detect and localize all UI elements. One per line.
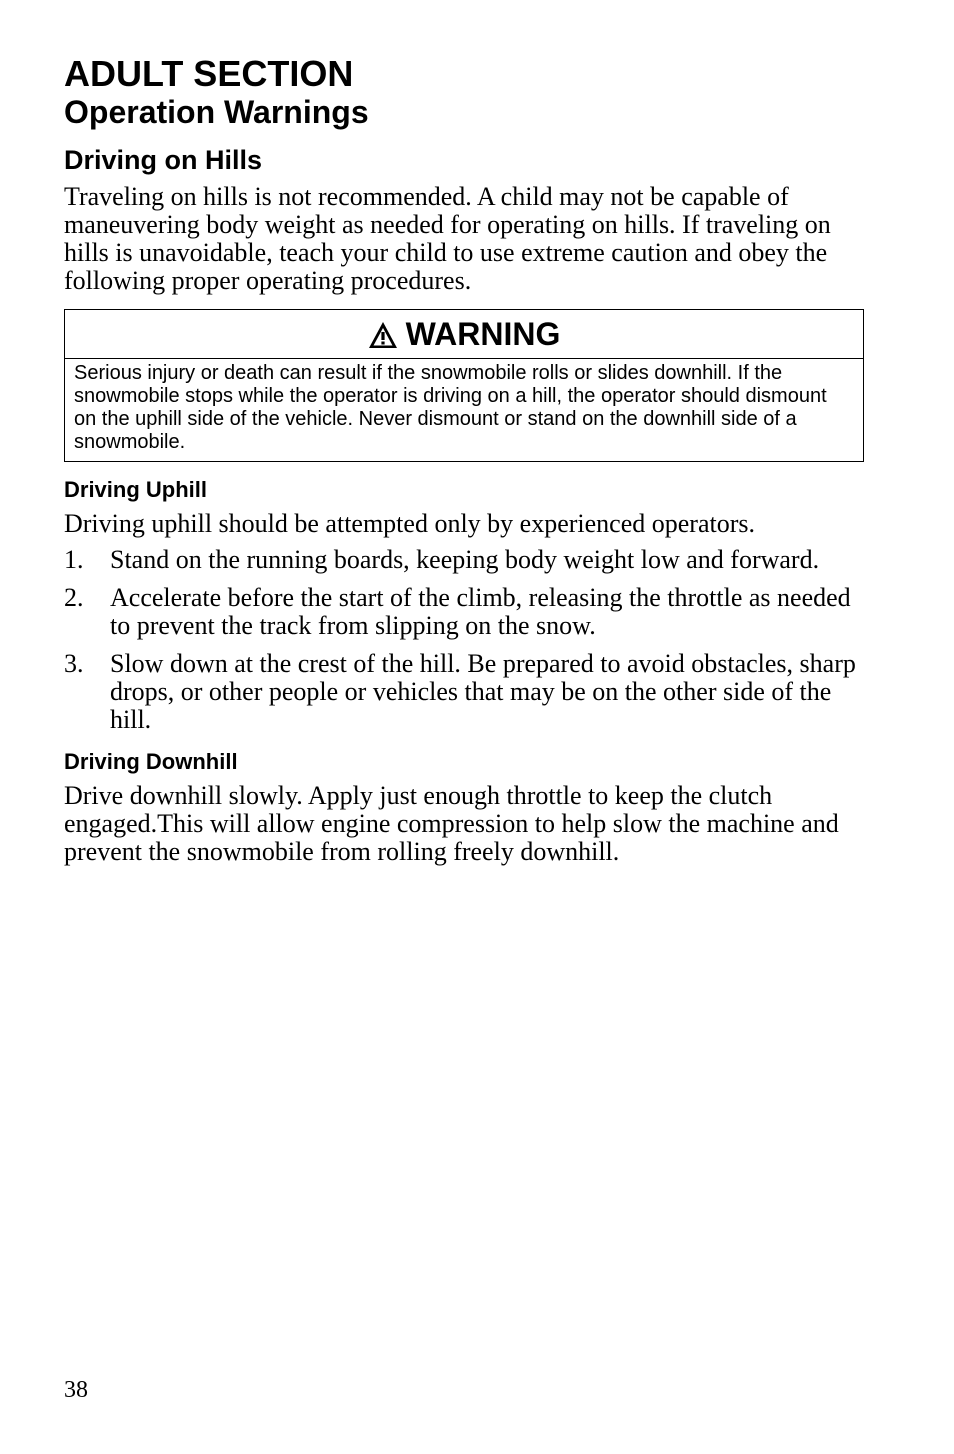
warning-label: WARNING [405, 315, 561, 352]
page-number: 38 [64, 1377, 88, 1403]
warning-box [64, 309, 864, 462]
downhill-text: Drive downhill slowly. Apply just enough throttle to keep the clutch engaged.This will allow engine compression to help slow the machine and prevent the snowmobile from rolling freely downhill. [64, 781, 839, 866]
section-subtitle: Operation Warnings [64, 94, 369, 130]
step-text: Accelerate before the start of the climb, releasing the throttle as needed to prevent the track from slipping on the snow. [110, 583, 851, 640]
warning-text: Serious injury or death can result if the snowmobile rolls or slides downhill. If the snowmobile stops while the operator is driving on a hill, the operator should dismount on the uphill side of the vehicle. Never dismount or stand on the downhill side of a snowmobile. [74, 362, 827, 453]
step-number: 2. [64, 583, 84, 612]
section-title: ADULT SECTION [64, 53, 354, 94]
list-item [64, 584, 864, 640]
warning-triangle-icon [368, 321, 398, 349]
list-item [64, 546, 864, 574]
step-text: Slow down at the crest of the hill. Be prepared to avoid obstacles, sharp drops, or other people or vehicles that may be on the other side of the hill. [110, 649, 856, 734]
warning-header [65, 310, 863, 359]
step-text: Stand on the running boards, keeping body weight low and forward. [110, 545, 820, 574]
topic-heading: Driving on Hills [64, 145, 263, 175]
manual-page [64, 54, 864, 866]
uphill-intro: Driving uphill should be attempted only by experienced operators. [64, 509, 755, 538]
topic-intro: Traveling on hills is not recommended. A child may not be capable of maneuvering body weight as needed for operating on hills. If traveling on hills is unavoidable, teach your child to use extreme caution and obey the following proper operating procedures. [64, 182, 831, 295]
uphill-heading: Driving Uphill [64, 477, 207, 502]
step-number: 3. [64, 649, 84, 678]
uphill-steps [64, 546, 864, 734]
downhill-heading: Driving Downhill [64, 749, 238, 774]
list-item [64, 650, 864, 734]
step-number: 1. [64, 545, 84, 574]
